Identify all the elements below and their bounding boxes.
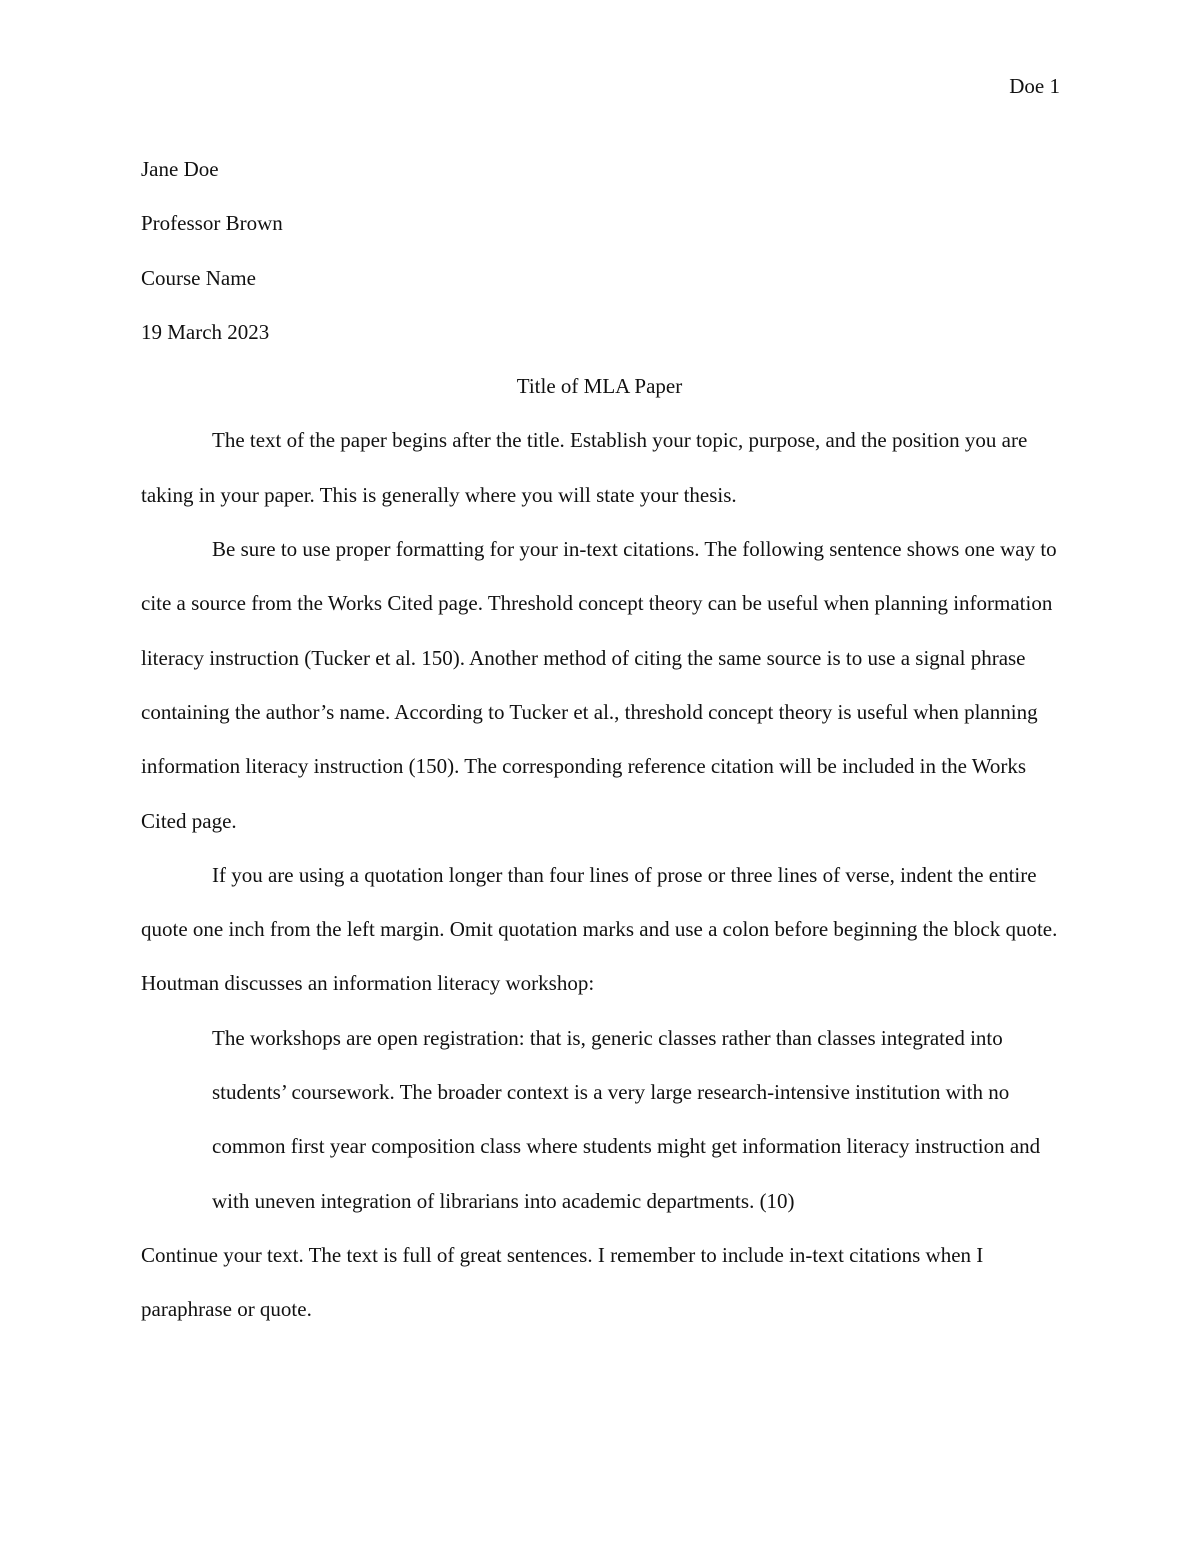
student-name: Jane Doe (141, 157, 219, 181)
block-quote: The workshops are open registration: that is, generic classes rather than classes integrated into students’ coursework. The broader context is a very large research-intensive institution with no common first year composition class where students might get information literacy instruction and with uneven integration of librarians into academic departments. (10) (212, 1025, 1041, 1213)
body-paragraph-quotation: If you are using a quotation longer than four lines of prose or three lines of verse, indent the entire quote one inch from the left margin. Omit quotation marks and use a colon before beginning the block quote. Houtman discusses an information literacy workshop: (141, 862, 1058, 996)
running-head-page-number: Doe 1 (1009, 74, 1060, 98)
body-paragraph-citations: Be sure to use proper formatting for your in-text citations. The following sentence shows one way to cite a source from the Works Cited page. Threshold concept theory can be useful when planning information literacy instruction (Tucker et al. 150). Another method of citing the same source is to use a signal phrase containing the author’s name. According to Tucker et al., threshold concept theory is useful when planning information literacy instruction (150). The corresponding reference citation will be included in the Works Cited page. (141, 537, 1057, 833)
body-paragraph-continuation: Continue your text. The text is full of great sentences. I remember to include in-text citations when I paraphrase or quote. (141, 1242, 984, 1322)
body-paragraph-intro: The text of the paper begins after the title. Establish your topic, purpose, and the position you are taking in your paper. This is generally where you will state your thesis. (141, 428, 1028, 507)
paper-body (141, 142, 1058, 1337)
professor-name: Professor Brown (141, 211, 283, 236)
paper-date: 19 March 2023 (141, 319, 270, 344)
paper-title: Title of MLA Paper (516, 374, 683, 399)
course-name: Course Name (141, 265, 256, 290)
